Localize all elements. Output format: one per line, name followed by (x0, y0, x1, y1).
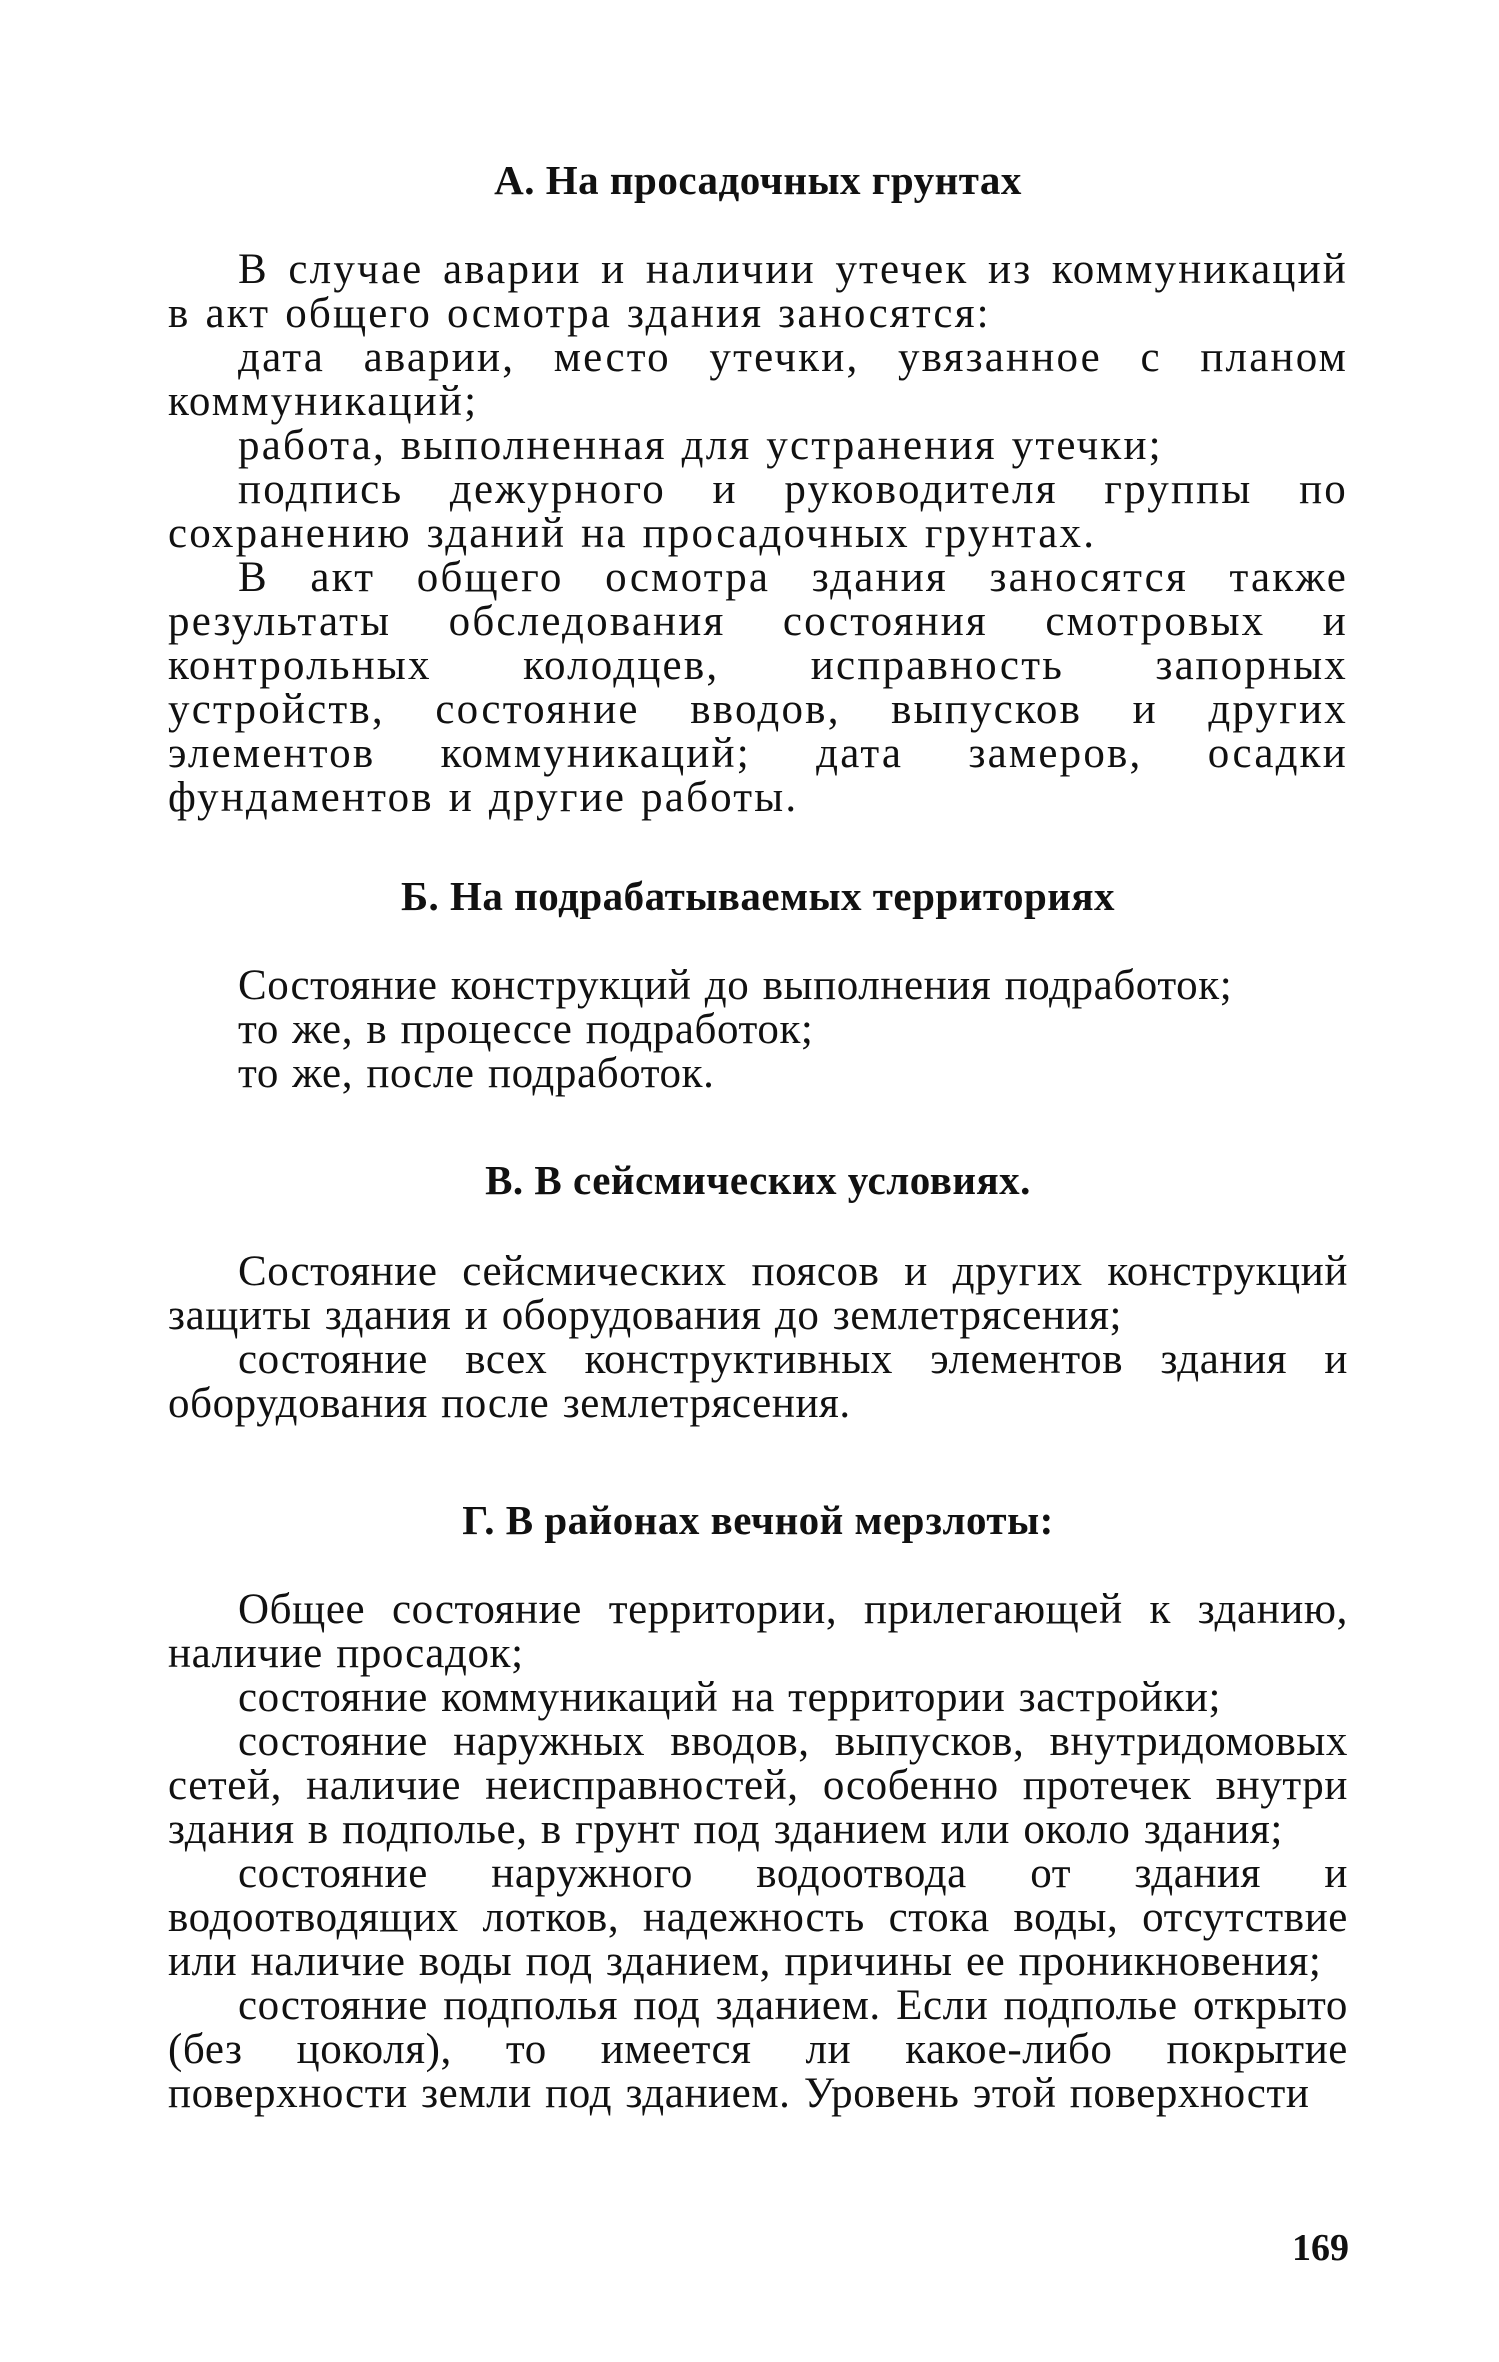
section-g-body (168, 1588, 1348, 2116)
section-g-heading: Г. В районах вечной мерзлоты: (462, 1497, 1054, 1543)
section-v-paragraph: Состояние сейсмических поясов и других конструкций защиты здания и оборудования до землетрясения; (168, 1248, 1348, 1339)
section-b-paragraph: Состояние конструкций до выполнения подработок; (238, 962, 1233, 1009)
section-g-paragraph: Общее состояние территории, прилегающей к зданию, наличие просадок; (168, 1586, 1348, 1677)
section-b-heading: Б. На подрабатываемых территориях (400, 873, 1116, 919)
section-g-paragraph: состояние наружных вводов, выпусков, внутридомовых сетей, наличие неисправностей, особенно протечек внутри здания в подполье, в грунт под зданием или около здания; (168, 1718, 1348, 1853)
section-a-paragraph: В случае аварии и наличии утечек из коммуникаций в акт общего осмотра здания заносятся: (168, 246, 1348, 337)
section-a-paragraph: работа, выполненная для устранения утечки; (238, 422, 1163, 469)
page-number: 169 (1292, 2227, 1349, 2269)
section-b-paragraph: то же, в процессе подработок; (238, 1006, 814, 1053)
section-g-paragraph: состояние наружного водоотвода от здания и водоотводящих лотков, надежность стока воды, отсутствие или наличие воды под зданием, причины ее проникновения; (168, 1850, 1348, 1985)
section-a-heading: А. На просадочных грунтах (494, 157, 1022, 203)
section-b-body (168, 964, 1348, 1096)
section-g-paragraph: состояние подполья под зданием. Если подполье открыто (без цоколя), то имеется ли какое-либо покрытие поверхности земли под зданием. Уровень этой поверхности (168, 1982, 1348, 2117)
section-a-paragraph: дата аварии, место утечки, увязанное с планом коммуникаций; (168, 334, 1348, 425)
section-g-paragraph: состояние коммуникаций на территории застройки; (238, 1674, 1221, 1721)
section-a-body (168, 248, 1348, 820)
section-v-body (168, 1250, 1348, 1426)
section-a-paragraph: подпись дежурного и руководителя группы по сохранению зданий на просадочных грунтах. (168, 466, 1348, 557)
section-a-paragraph: В акт общего осмотра здания заносятся также результаты обследования состояния смотровых и контрольных колодцев, исправность запорных устройств, состояние вводов, выпусков и других элементов коммуникаций; дата замеров, осадки фундаментов и другие работы. (168, 554, 1348, 821)
page-content (168, 150, 1348, 2116)
section-v-heading: В. В сейсмических условиях. (485, 1157, 1031, 1203)
section-b-paragraph: то же, после подработок. (238, 1050, 715, 1097)
section-v-paragraph: состояние всех конструктивных элементов здания и оборудования после землетрясения. (168, 1336, 1348, 1427)
